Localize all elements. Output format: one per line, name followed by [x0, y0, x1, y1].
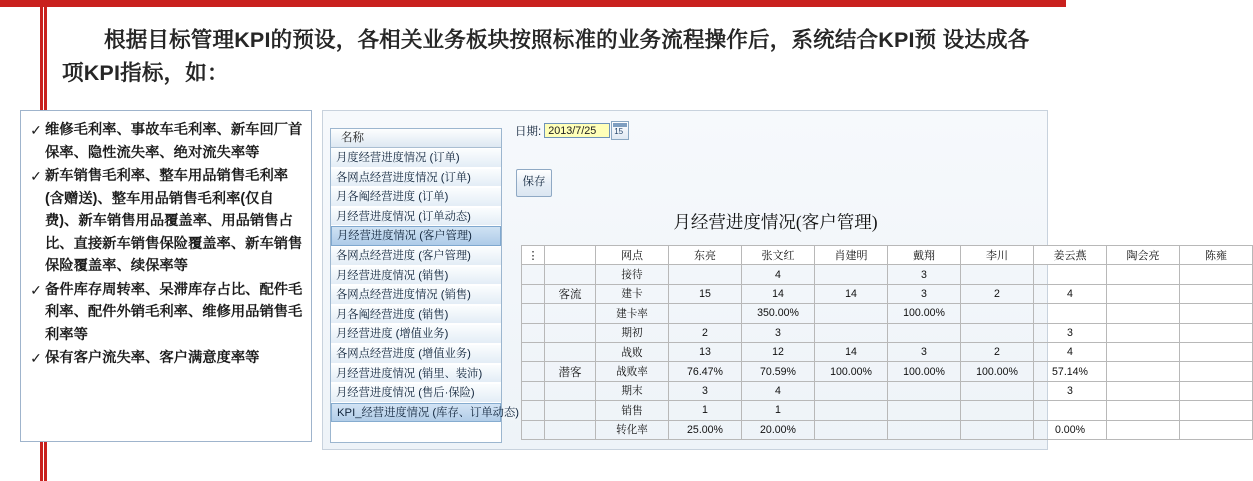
- tree-item-8[interactable]: 月各阄经营进度 (销售): [331, 305, 501, 325]
- cell-r7-c1: 1: [742, 401, 815, 420]
- table-row: [522, 265, 1253, 284]
- cell-r0-c7: [1180, 265, 1253, 284]
- row-item-label: 战败率: [596, 362, 669, 381]
- tree-item-1[interactable]: 各网点经营进度情况 (订单): [331, 168, 501, 188]
- work-area: [509, 117, 1227, 443]
- cell-r7-c2: [815, 401, 888, 420]
- save-button[interactable]: 保存: [516, 169, 552, 197]
- cell-r3-c0: 2: [669, 323, 742, 342]
- cell-r6-c3: [888, 381, 961, 400]
- cell-r7-c5: [1034, 401, 1107, 420]
- tree-item-7[interactable]: 各网点经营进度情况 (销售): [331, 285, 501, 305]
- table-row: [522, 401, 1253, 420]
- column-header-0[interactable]: 网点: [596, 246, 669, 265]
- cell-r3-c6: [1107, 323, 1180, 342]
- cell-r1-c5: 4: [1034, 284, 1107, 303]
- list-item-label: 维修毛利率、事故车毛利率、新车回厂首保率、隐性流失率、绝对流失率等: [45, 122, 303, 161]
- list-item: [27, 347, 305, 370]
- cell-r3-c2: [815, 323, 888, 342]
- row-group-label: [545, 342, 596, 361]
- cell-r0-c0: [669, 265, 742, 284]
- table-row: [522, 362, 1253, 381]
- check-icon: ✓: [30, 350, 42, 366]
- cell-r5-c4: 100.00%: [961, 362, 1034, 381]
- tree-item-4[interactable]: 月经营进度情况 (客户管理): [331, 226, 501, 246]
- row-group-label: [545, 420, 596, 439]
- cell-r6-c1: 4: [742, 381, 815, 400]
- table-row: [522, 420, 1253, 439]
- check-icon: ✓: [30, 168, 42, 184]
- page-title: [62, 24, 1037, 90]
- cell-r8-c3: [888, 420, 961, 439]
- application-screenshot: [322, 110, 1227, 450]
- row-group-label: 潜客: [545, 362, 596, 381]
- cell-r5-c0: 76.47%: [669, 362, 742, 381]
- cell-r3-c4: [961, 323, 1034, 342]
- cell-r6-c7: [1180, 381, 1253, 400]
- row-group-label: [545, 265, 596, 284]
- tree-item-5[interactable]: 各网点经营进度 (客户管理): [331, 246, 501, 266]
- row-item-label: 建卡率: [596, 304, 669, 323]
- cell-r4-c0: 13: [669, 342, 742, 361]
- row-item-label: 战败: [596, 342, 669, 361]
- list-item: [27, 165, 305, 278]
- cell-r6-c4: [961, 381, 1034, 400]
- cell-r1-c3: 3: [888, 284, 961, 303]
- cell-r7-c3: [888, 401, 961, 420]
- tree-item-13[interactable]: KPI_经营进度情况 (库存、订单动态): [331, 403, 501, 423]
- cell-r2-c5: [1034, 304, 1107, 323]
- cell-r2-c2: [815, 304, 888, 323]
- tree-item-10[interactable]: 各网点经营进度 (增值业务): [331, 344, 501, 364]
- cell-r4-c4: 2: [961, 342, 1034, 361]
- tree-header-name: 名称: [331, 129, 501, 148]
- cell-r4-c5: 4: [1034, 342, 1107, 361]
- cell-r1-c4: 2: [961, 284, 1034, 303]
- row-group-label: 客流: [545, 284, 596, 303]
- cell-r7-c0: 1: [669, 401, 742, 420]
- column-header-group: [545, 246, 596, 265]
- cell-r0-c1: 4: [742, 265, 815, 284]
- cell-r2-c3: 100.00%: [888, 304, 961, 323]
- tree-item-list[interactable]: [331, 148, 520, 422]
- column-header-handle: ⋮: [522, 246, 545, 265]
- table-body: [522, 265, 1253, 440]
- cell-r2-c0: [669, 304, 742, 323]
- column-header-2[interactable]: 张文红: [742, 246, 815, 265]
- cell-r0-c3: 3: [888, 265, 961, 284]
- cell-r8-c4: [961, 420, 1034, 439]
- cell-r7-c7: [1180, 401, 1253, 420]
- row-item-label: 期末: [596, 381, 669, 400]
- row-group-label: [545, 381, 596, 400]
- cell-r5-c5: 57.14%: [1034, 362, 1107, 381]
- cell-r4-c7: [1180, 342, 1253, 361]
- cell-r5-c6: [1107, 362, 1180, 381]
- cell-r2-c1: 350.00%: [742, 304, 815, 323]
- column-header-3[interactable]: 肖建明: [815, 246, 888, 265]
- list-item-label: 保有客户流失率、客户满意度率等: [45, 350, 260, 366]
- row-handle: [522, 304, 545, 323]
- check-icon: ✓: [30, 281, 42, 298]
- cell-r5-c1: 70.59%: [742, 362, 815, 381]
- column-header-5[interactable]: 李川: [961, 246, 1034, 265]
- cell-r1-c1: 14: [742, 284, 815, 303]
- row-handle: [522, 401, 545, 420]
- cell-r0-c6: [1107, 265, 1180, 284]
- report-table: [521, 245, 1253, 440]
- row-handle: [522, 362, 545, 381]
- list-item-label: 新车销售毛利率、整车用品销售毛利率(含赠送)、整车用品销售毛利率(仅自费)、新车销售用品覆盖率、用品销售占比、直接新车销售保险覆盖率、新车销售保险覆盖率、续保率等: [45, 168, 303, 274]
- cell-r8-c5: 0.00%: [1034, 420, 1107, 439]
- list-item: [27, 119, 305, 164]
- cell-r3-c3: [888, 323, 961, 342]
- tree-item-6[interactable]: 月经营进度情况 (销售): [331, 266, 501, 286]
- table-row: [522, 304, 1253, 323]
- list-item: [27, 279, 305, 347]
- report-tree[interactable]: [330, 128, 520, 443]
- cell-r6-c6: [1107, 381, 1180, 400]
- top-accent-bar: [0, 0, 1066, 7]
- headline-line-2: 设达成各项KPI指标，如：: [62, 28, 1030, 85]
- cell-r2-c4: [961, 304, 1034, 323]
- tree-item-12[interactable]: 月经营进度情况 (售后·保险): [331, 383, 501, 403]
- tree-item-9[interactable]: 月经营进度 (增值业务): [331, 324, 501, 344]
- date-label: 日期:: [515, 125, 542, 138]
- cell-r2-c6: [1107, 304, 1180, 323]
- cell-r6-c5: 3: [1034, 381, 1107, 400]
- cell-r6-c0: 3: [669, 381, 742, 400]
- row-handle: [522, 342, 545, 361]
- row-handle: [522, 323, 545, 342]
- cell-r5-c7: [1180, 362, 1253, 381]
- report-grid-wrapper: [521, 245, 1227, 441]
- row-handle: [522, 420, 545, 439]
- row-item-label: 期初: [596, 323, 669, 342]
- cell-r4-c6: [1107, 342, 1180, 361]
- list-item-label: 备件库存周转率、呆滞库存占比、配件毛利率、配件外销毛利率、维修用品销售毛利率等: [45, 281, 303, 343]
- cell-r7-c4: [961, 401, 1034, 420]
- tree-item-11[interactable]: 月经营进度情况 (销里、装沛): [331, 364, 501, 384]
- table-row: [522, 323, 1253, 342]
- cell-r8-c1: 20.00%: [742, 420, 815, 439]
- report-title: 月经营进度情况(客户管理): [673, 212, 878, 232]
- row-item-label: 接待: [596, 265, 669, 284]
- cell-r5-c2: 100.00%: [815, 362, 888, 381]
- check-icon: ✓: [30, 122, 42, 138]
- cell-r8-c6: [1107, 420, 1180, 439]
- table-row: [522, 381, 1253, 400]
- column-header-4[interactable]: 戴翔: [888, 246, 961, 265]
- cell-r8-c0: 25.00%: [669, 420, 742, 439]
- cell-r0-c5: [1034, 265, 1107, 284]
- cell-r1-c6: [1107, 284, 1180, 303]
- cell-r0-c4: [961, 265, 1034, 284]
- column-header-1[interactable]: 东亮: [669, 246, 742, 265]
- bullet-panel: [20, 110, 312, 442]
- row-group-label: [545, 323, 596, 342]
- cell-r3-c1: 3: [742, 323, 815, 342]
- row-item-label: 转化率: [596, 420, 669, 439]
- app-background: [323, 111, 1227, 449]
- cell-r1-c2: 14: [815, 284, 888, 303]
- row-item-label: 建卡: [596, 284, 669, 303]
- cell-r4-c1: 12: [742, 342, 815, 361]
- date-input[interactable]: 2013/7/25: [544, 123, 610, 138]
- row-handle: [522, 381, 545, 400]
- cell-r1-c7: [1180, 284, 1253, 303]
- tree-item-3[interactable]: 月经营进度情况 (订单动态): [331, 207, 501, 227]
- column-header-6[interactable]: 姜云燕: [1034, 246, 1107, 265]
- cell-r0-c2: [815, 265, 888, 284]
- row-handle: [522, 284, 545, 303]
- table-row: [522, 342, 1253, 361]
- top-accent-gap: [0, 7, 1066, 10]
- cell-r3-c7: [1180, 323, 1253, 342]
- cell-r8-c7: [1180, 420, 1253, 439]
- tree-item-0[interactable]: 月度经营进度情况 (订单): [331, 148, 501, 168]
- cell-r8-c2: [815, 420, 888, 439]
- cell-r3-c5: 3: [1034, 323, 1107, 342]
- date-filter[interactable]: [515, 121, 629, 140]
- cell-r5-c3: 100.00%: [888, 362, 961, 381]
- cell-r1-c0: 15: [669, 284, 742, 303]
- row-item-label: 销售: [596, 401, 669, 420]
- column-header-8[interactable]: 陈雍: [1180, 246, 1253, 265]
- calendar-icon[interactable]: [611, 121, 629, 140]
- table-header-row: [522, 246, 1253, 265]
- tree-item-2[interactable]: 月各阄经营进度 (订单): [331, 187, 501, 207]
- cell-r4-c3: 3: [888, 342, 961, 361]
- cell-r7-c6: [1107, 401, 1180, 420]
- cell-r4-c2: 14: [815, 342, 888, 361]
- row-group-label: [545, 304, 596, 323]
- row-group-label: [545, 401, 596, 420]
- column-header-7[interactable]: 陶会亮: [1107, 246, 1180, 265]
- headline-line-1: 根据目标管理KPI的预设，各相关业务板块按照标准的业务流程操作后，系统结合KPI预: [104, 28, 937, 52]
- cell-r2-c7: [1180, 304, 1253, 323]
- row-handle: [522, 265, 545, 284]
- table-row: [522, 284, 1253, 303]
- cell-r6-c2: [815, 381, 888, 400]
